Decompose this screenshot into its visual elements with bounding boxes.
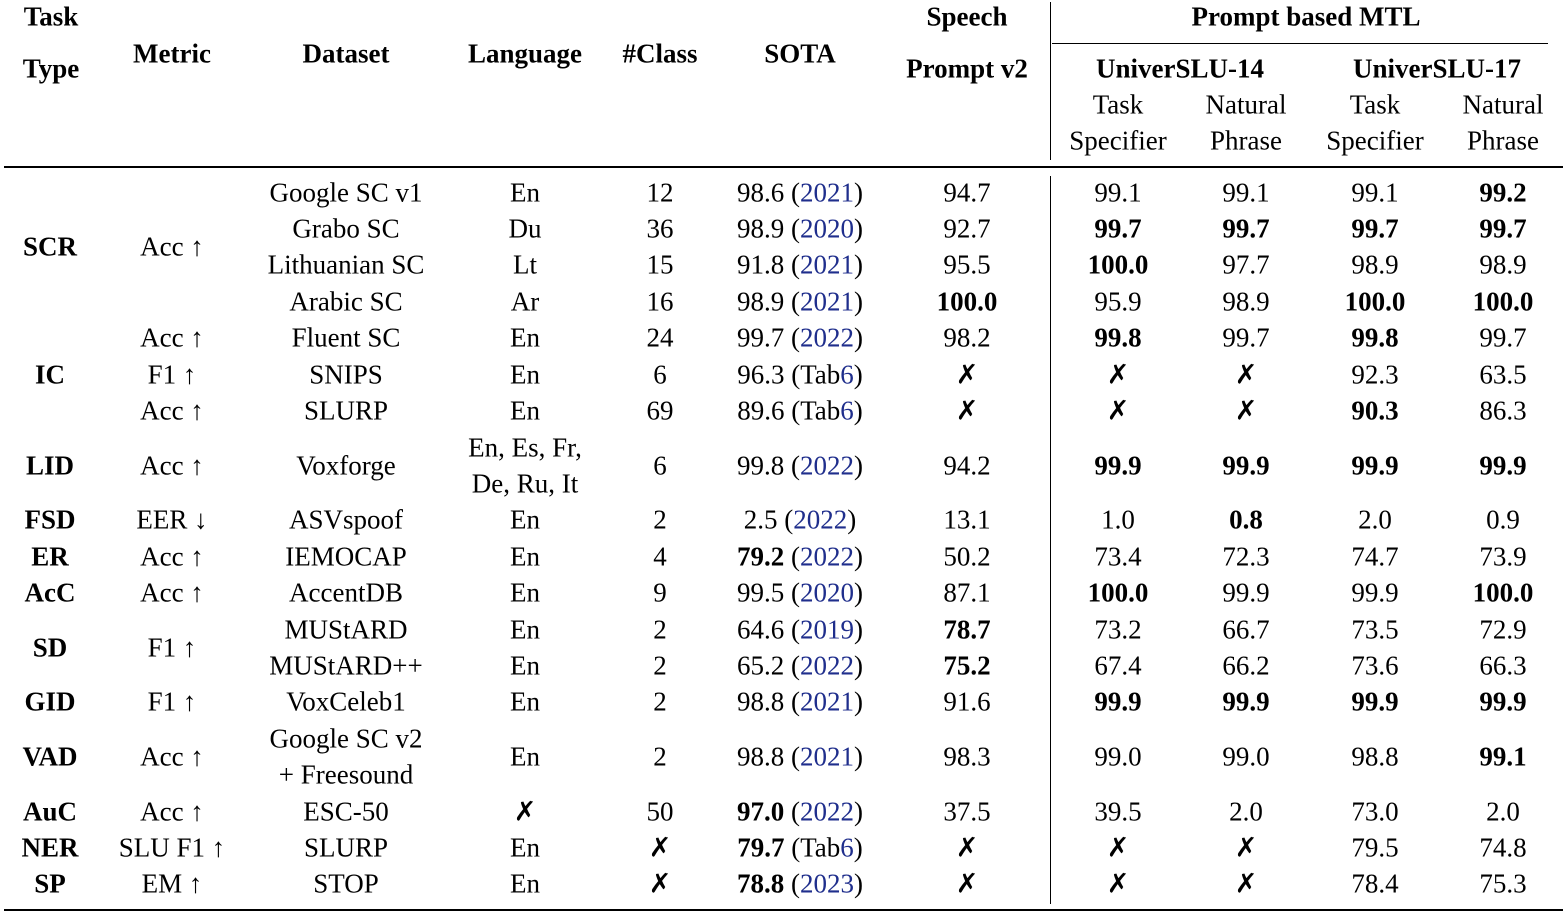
score-cell-u17-ts: 79.5 — [1351, 832, 1399, 863]
sota-value: 98.8 — [737, 686, 785, 717]
dataset-cell: Google SC v1 — [269, 177, 423, 208]
class-count-cell: ✗ — [648, 832, 672, 863]
score-cell-u17-np: 99.7 — [1479, 213, 1527, 244]
dataset-cell: MUStARD — [284, 614, 408, 645]
language-cell: En — [510, 832, 540, 863]
sota-cell: 78.8 (2023) — [737, 868, 863, 899]
score-cell-u14-np: ✗ — [1234, 359, 1258, 390]
sota-value: 99.7 — [737, 322, 785, 353]
score-cell-u14-np: 72.3 — [1222, 541, 1270, 572]
sota-citation-link[interactable]: 6 — [840, 359, 854, 390]
sota-value: 97.0 — [737, 796, 785, 827]
score-cell-u14-np: 99.7 — [1222, 213, 1270, 244]
sota-citation-link[interactable]: 2022 — [800, 796, 854, 827]
header-u14-task: Task — [1092, 89, 1144, 120]
score-cell-sp: 94.7 — [943, 177, 991, 208]
score-cell-sp: 95.5 — [943, 249, 991, 280]
class-count-cell: 9 — [653, 577, 667, 608]
score-cell-u14-np: 99.9 — [1222, 450, 1270, 481]
score-cell-u14-ts: 39.5 — [1094, 796, 1142, 827]
language-cell: En — [510, 541, 540, 572]
score-cell-u14-ts: 99.8 — [1094, 322, 1142, 353]
sota-cell: 99.7 (2022) — [737, 322, 863, 353]
score-cell-u17-ts: 78.4 — [1351, 868, 1399, 899]
metric-label: Acc ↑ — [140, 541, 204, 572]
score-cell-u14-np: 2.0 — [1229, 796, 1263, 827]
score-cell-u17-np: 73.9 — [1479, 541, 1527, 572]
score-cell-sp: 50.2 — [943, 541, 991, 572]
dataset-cell: SNIPS — [309, 359, 383, 390]
dataset-cell: ASVspoof — [288, 504, 404, 535]
sota-cell: 98.9 (2021) — [737, 286, 863, 317]
score-cell-u17-ts: 92.3 — [1351, 359, 1399, 390]
score-cell-sp: 13.1 — [943, 504, 991, 535]
score-cell-u14-np: 99.7 — [1222, 322, 1270, 353]
sota-value: 65.2 — [737, 650, 785, 681]
score-cell-u14-np: 0.8 — [1229, 504, 1263, 535]
language-cell: En, Es, Fr, — [468, 432, 582, 463]
metric-label: F1 ↑ — [147, 686, 197, 717]
score-cell-sp: 87.1 — [943, 577, 991, 608]
sota-value: 99.8 — [737, 450, 785, 481]
task-label: SCR — [22, 231, 78, 262]
class-count-cell: 4 — [653, 541, 667, 572]
score-cell-u17-np: 100.0 — [1472, 286, 1534, 317]
sota-value: 89.6 — [737, 395, 785, 426]
sota-citation-link[interactable]: 2021 — [800, 286, 854, 317]
header-speechprompt-line1: Speech — [926, 1, 1008, 32]
header-midrule — [4, 166, 1563, 168]
score-cell-u14-ts: 67.4 — [1094, 650, 1142, 681]
class-count-cell: 2 — [653, 614, 667, 645]
sota-value: 64.6 — [737, 614, 785, 645]
score-cell-u14-ts: 73.2 — [1094, 614, 1142, 645]
score-cell-u14-ts: ✗ — [1106, 832, 1130, 863]
dataset-cell: STOP — [313, 868, 379, 899]
header-u17-phrase: Phrase — [1467, 125, 1539, 156]
sota-cell: 98.6 (2021) — [737, 177, 863, 208]
class-count-cell: ✗ — [648, 868, 672, 899]
score-cell-u14-ts: 99.0 — [1094, 741, 1142, 772]
header-u14-specifier: Specifier — [1069, 125, 1167, 156]
task-label: SP — [34, 868, 66, 899]
task-label: ER — [31, 541, 69, 572]
sota-citation-link[interactable]: 2021 — [800, 249, 854, 280]
header-vertical-rule — [1050, 2, 1051, 160]
dataset-cell: SLURP — [303, 395, 389, 426]
score-cell-u14-ts: 1.0 — [1101, 504, 1135, 535]
language-cell: En — [510, 650, 540, 681]
sota-table-ref: Tab — [800, 395, 841, 426]
score-cell-u17-np: 0.9 — [1486, 504, 1520, 535]
score-cell-u14-ts: 99.9 — [1094, 686, 1142, 717]
score-cell-u14-np: 97.7 — [1222, 249, 1270, 280]
class-count-cell: 12 — [646, 177, 674, 208]
language-cell: Du — [508, 213, 542, 244]
class-count-cell: 6 — [653, 450, 667, 481]
metric-label: F1 ↑ — [147, 632, 197, 663]
score-cell-u14-np: 99.1 — [1222, 177, 1270, 208]
language-cell: ✗ — [513, 796, 537, 827]
language-cell: En — [510, 868, 540, 899]
score-cell-sp: 37.5 — [943, 796, 991, 827]
sota-cell: 79.7 (Tab6) — [737, 832, 863, 863]
sota-table-ref: Tab — [800, 359, 841, 390]
score-cell-u17-np: 74.8 — [1479, 832, 1527, 863]
language-cell: De, Ru, It — [471, 468, 579, 499]
language-cell: En — [510, 504, 540, 535]
score-cell-u14-ts: 99.9 — [1094, 450, 1142, 481]
metric-label: Acc ↑ — [140, 577, 204, 608]
sota-cell: 65.2 (2022) — [737, 650, 863, 681]
sota-value: 98.8 — [737, 741, 785, 772]
language-cell: En — [510, 741, 540, 772]
class-count-cell: 16 — [646, 286, 674, 317]
dataset-cell: Arabic SC — [289, 286, 403, 317]
task-label: VAD — [22, 741, 78, 772]
score-cell-u17-np: 99.9 — [1479, 450, 1527, 481]
sota-citation-link[interactable]: 2022 — [800, 650, 854, 681]
language-cell: Ar — [510, 286, 540, 317]
score-cell-sp: 75.2 — [943, 650, 991, 681]
language-cell: En — [510, 395, 540, 426]
score-cell-u14-ts: 99.7 — [1094, 213, 1142, 244]
sota-value: 91.8 — [737, 249, 785, 280]
dataset-cell: VoxCeleb1 — [286, 686, 406, 717]
score-cell-u14-np: ✗ — [1234, 395, 1258, 426]
sota-cell: 98.8 (2021) — [737, 686, 863, 717]
score-cell-u14-ts: 95.9 — [1094, 286, 1142, 317]
sota-value: 98.6 — [737, 177, 785, 208]
sota-value: 78.8 — [737, 868, 785, 899]
sota-table-ref: Tab — [800, 832, 841, 863]
header-class: #Class — [622, 38, 698, 69]
sota-value: 98.9 — [737, 286, 785, 317]
score-cell-sp: 98.3 — [943, 741, 991, 772]
dataset-cell: Voxforge — [296, 450, 396, 481]
dataset-cell: Google SC v2 — [269, 723, 423, 754]
metric-label: Acc ↑ — [140, 395, 204, 426]
score-cell-u17-np: 100.0 — [1472, 577, 1534, 608]
body-vertical-rule — [1050, 176, 1051, 904]
header-speechprompt-line2: Prompt v2 — [906, 53, 1028, 84]
sota-cell: 64.6 (2019) — [737, 614, 863, 645]
sota-citation-link[interactable]: 2023 — [800, 868, 854, 899]
sota-value: 98.9 — [737, 213, 785, 244]
dataset-cell: SLURP — [303, 832, 389, 863]
metric-label: Acc ↑ — [140, 741, 204, 772]
mtl-cmidrule — [1052, 43, 1548, 44]
score-cell-sp: ✗ — [955, 832, 979, 863]
dataset-cell: Lithuanian SC — [267, 249, 425, 280]
sota-cell: 97.0 (2022) — [737, 796, 863, 827]
score-cell-sp: 94.2 — [943, 450, 991, 481]
sota-citation-link[interactable]: 2022 — [793, 504, 848, 535]
score-cell-u14-ts: 99.1 — [1094, 177, 1142, 208]
class-count-cell: 2 — [653, 741, 667, 772]
score-cell-u17-np: 72.9 — [1479, 614, 1527, 645]
metric-label: Acc ↑ — [140, 450, 204, 481]
score-cell-u17-ts: 99.7 — [1351, 213, 1399, 244]
sota-cell: 98.8 (2021) — [737, 741, 863, 772]
header-u14-natural: Natural — [1205, 89, 1287, 120]
header-task-type-line1: Task — [23, 1, 79, 32]
score-cell-u17-ts: 99.9 — [1351, 450, 1399, 481]
sota-cell: 2.5 (2022) — [743, 504, 857, 535]
dataset-cell: Grabo SC — [292, 213, 400, 244]
class-count-cell: 36 — [646, 213, 674, 244]
task-label: LID — [25, 450, 75, 481]
header-universlu17: UniverSLU-17 — [1353, 53, 1521, 84]
language-cell: En — [510, 614, 540, 645]
header-u17-natural: Natural — [1462, 89, 1544, 120]
sota-cell: 98.9 (2020) — [737, 213, 863, 244]
score-cell-u17-np: 66.3 — [1479, 650, 1527, 681]
header-mtl: Prompt based MTL — [1191, 1, 1421, 32]
task-label: NER — [21, 832, 79, 863]
dataset-cell: Fluent SC — [291, 322, 401, 353]
sota-citation-link[interactable]: 2022 — [800, 450, 854, 481]
sota-value: 2.5 — [743, 504, 778, 535]
score-cell-u14-ts: 100.0 — [1087, 249, 1149, 280]
metric-label: EM ↑ — [141, 868, 203, 899]
sota-citation-link[interactable]: 2021 — [800, 177, 854, 208]
score-cell-u17-ts: 90.3 — [1351, 395, 1399, 426]
sota-citation-link[interactable]: 2021 — [800, 741, 854, 772]
class-count-cell: 2 — [653, 504, 667, 535]
metric-label: SLU F1 ↑ — [118, 832, 226, 863]
sota-cell: 99.8 (2022) — [737, 450, 863, 481]
score-cell-u17-ts: 98.9 — [1351, 249, 1399, 280]
language-cell: En — [510, 686, 540, 717]
sota-citation-link[interactable]: 2019 — [800, 614, 854, 645]
score-cell-u17-np: 99.2 — [1479, 177, 1527, 208]
sota-value: 99.5 — [737, 577, 785, 608]
sota-citation-link[interactable]: 2021 — [800, 686, 854, 717]
score-cell-u17-np: 98.9 — [1479, 249, 1527, 280]
sota-cell: 79.2 (2022) — [737, 541, 863, 572]
sota-cell: 89.6 (Tab6) — [737, 395, 863, 426]
score-cell-u14-np: 98.9 — [1222, 286, 1270, 317]
sota-citation-link[interactable]: 6 — [840, 395, 854, 426]
score-cell-u17-ts: 73.6 — [1351, 650, 1399, 681]
language-cell: En — [510, 359, 540, 390]
class-count-cell: 6 — [653, 359, 667, 390]
header-u17-task: Task — [1349, 89, 1401, 120]
dataset-cell: ESC-50 — [303, 796, 389, 827]
sota-citation-link[interactable]: 6 — [840, 832, 854, 863]
header-task-type-line2: Type — [22, 53, 80, 84]
metric-label: Acc ↑ — [140, 796, 204, 827]
task-label: SD — [32, 632, 68, 663]
class-count-cell: 50 — [646, 796, 674, 827]
metric-label: F1 ↑ — [147, 359, 197, 390]
score-cell-u17-ts: 99.1 — [1351, 177, 1399, 208]
score-cell-u17-ts: 74.7 — [1351, 541, 1399, 572]
class-count-cell: 2 — [653, 686, 667, 717]
class-count-cell: 24 — [646, 322, 674, 353]
task-label: FSD — [24, 504, 76, 535]
bottom-rule — [4, 909, 1563, 911]
language-cell: En — [510, 322, 540, 353]
score-cell-u17-np: 63.5 — [1479, 359, 1527, 390]
score-cell-u17-ts: 100.0 — [1344, 286, 1406, 317]
header-u14-phrase: Phrase — [1210, 125, 1282, 156]
sota-citation-link[interactable]: 2020 — [800, 577, 854, 608]
sota-citation-link[interactable]: 2022 — [800, 322, 854, 353]
score-cell-sp: 100.0 — [936, 286, 998, 317]
score-cell-u17-ts: 73.5 — [1351, 614, 1399, 645]
sota-citation-link[interactable]: 2022 — [800, 541, 854, 572]
score-cell-u14-np: 66.2 — [1222, 650, 1270, 681]
score-cell-sp: 91.6 — [943, 686, 991, 717]
header-dataset: Dataset — [302, 38, 390, 69]
score-cell-sp: 98.2 — [943, 322, 991, 353]
score-cell-u14-np: 99.9 — [1222, 686, 1270, 717]
score-cell-u17-np: 99.9 — [1479, 686, 1527, 717]
sota-cell: 91.8 (2021) — [737, 249, 863, 280]
score-cell-u14-ts: ✗ — [1106, 868, 1130, 899]
score-cell-u17-ts: 99.8 — [1351, 322, 1399, 353]
score-cell-sp: ✗ — [955, 868, 979, 899]
dataset-cell: + Freesound — [278, 759, 414, 790]
sota-citation-link[interactable]: 2020 — [800, 213, 854, 244]
score-cell-sp: ✗ — [955, 359, 979, 390]
score-cell-u14-np: ✗ — [1234, 868, 1258, 899]
class-count-cell: 69 — [646, 395, 674, 426]
metric-label: Acc ↑ — [140, 322, 204, 353]
sota-cell: 99.5 (2020) — [737, 577, 863, 608]
header-sota: SOTA — [764, 38, 836, 69]
score-cell-sp: 92.7 — [943, 213, 991, 244]
score-cell-u17-ts: 73.0 — [1351, 796, 1399, 827]
dataset-cell: IEMOCAP — [285, 541, 407, 572]
header-u17-specifier: Specifier — [1326, 125, 1424, 156]
language-cell: Lt — [513, 249, 537, 280]
score-cell-u17-np: 86.3 — [1479, 395, 1527, 426]
header-metric: Metric — [133, 38, 211, 69]
score-cell-sp: ✗ — [955, 395, 979, 426]
sota-value: 79.2 — [737, 541, 785, 572]
header-universlu14: UniverSLU-14 — [1096, 53, 1264, 84]
score-cell-u14-np: 66.7 — [1222, 614, 1270, 645]
language-cell: En — [510, 577, 540, 608]
language-cell: En — [510, 177, 540, 208]
score-cell-u14-np: ✗ — [1234, 832, 1258, 863]
score-cell-u14-np: 99.0 — [1222, 741, 1270, 772]
score-cell-u14-ts: 73.4 — [1094, 541, 1142, 572]
sota-value: 79.7 — [737, 832, 785, 863]
score-cell-u14-np: 99.9 — [1222, 577, 1270, 608]
score-cell-u14-ts: 100.0 — [1087, 577, 1149, 608]
score-cell-u17-np: 75.3 — [1479, 868, 1527, 899]
dataset-cell: MUStARD++ — [269, 650, 423, 681]
score-cell-u17-ts: 99.9 — [1351, 577, 1399, 608]
metric-label: EER ↓ — [136, 504, 208, 535]
score-cell-u17-ts: 2.0 — [1358, 504, 1392, 535]
dataset-cell: AccentDB — [289, 577, 403, 608]
score-cell-u14-ts: ✗ — [1106, 395, 1130, 426]
class-count-cell: 15 — [646, 249, 674, 280]
metric-label: Acc ↑ — [140, 231, 204, 262]
score-cell-u17-np: 99.7 — [1479, 322, 1527, 353]
score-cell-u17-ts: 98.8 — [1351, 741, 1399, 772]
class-count-cell: 2 — [653, 650, 667, 681]
score-cell-u17-ts: 99.9 — [1351, 686, 1399, 717]
score-cell-u17-np: 99.1 — [1479, 741, 1527, 772]
header-language: Language — [467, 38, 583, 69]
sota-cell: 96.3 (Tab6) — [737, 359, 863, 390]
score-cell-sp: 78.7 — [943, 614, 991, 645]
task-label: AcC — [24, 577, 76, 608]
score-cell-u17-np: 2.0 — [1486, 796, 1520, 827]
task-label: GID — [24, 686, 76, 717]
score-cell-u14-ts: ✗ — [1106, 359, 1130, 390]
sota-value: 96.3 — [737, 359, 785, 390]
task-label: AuC — [22, 796, 78, 827]
task-label: IC — [34, 359, 66, 390]
